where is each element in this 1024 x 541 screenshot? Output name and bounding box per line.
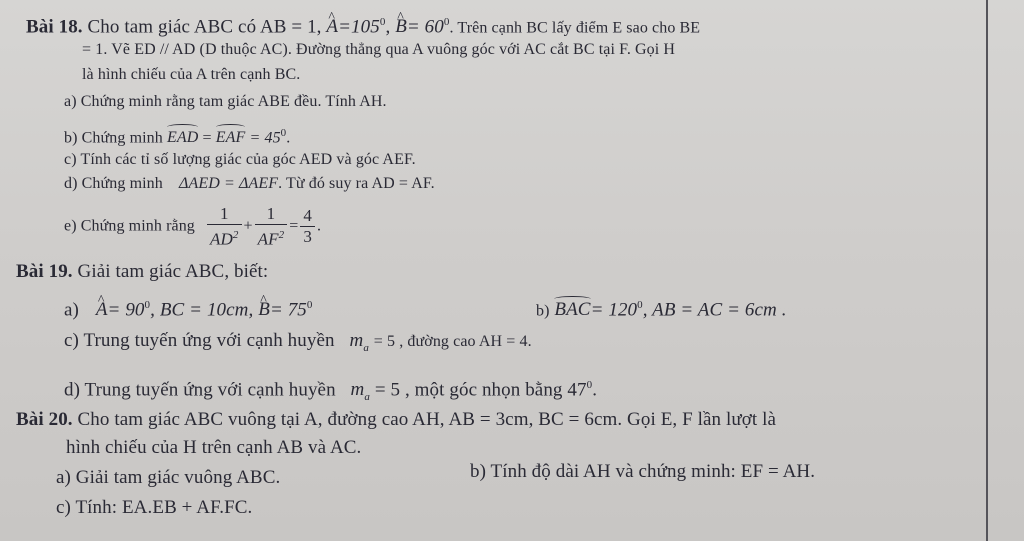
bai18-line1a: Cho tam giác ABC có AB = 1, <box>87 16 322 38</box>
bai18-part-c: c) Tính các tỉ số lượng giác của góc AED và góc AEF. <box>64 151 416 168</box>
fraction-1-over-af2 <box>255 204 288 250</box>
bai19-b-rest: , AB = AC = 6cm . <box>642 299 787 321</box>
bai18-line1 <box>26 11 700 39</box>
angle-a-symbol: ^ A <box>96 299 108 321</box>
bai19-a-prefix: a) <box>64 299 79 321</box>
bai18-part-b <box>64 122 290 149</box>
bai18-b-value: = 45 <box>249 129 281 147</box>
bai18-part-d <box>64 173 435 195</box>
fraction-numerator: 1 <box>207 204 241 225</box>
degree-sign: 0 <box>637 299 643 311</box>
bai18-line1e: . Trên cạnh BC lấy điểm E sao cho BE <box>449 19 701 37</box>
degree-sign: 0 <box>586 379 593 391</box>
bai19-part-a <box>64 294 313 321</box>
bai18-b-dot: . <box>286 129 291 147</box>
fraction-denominator: $AF^2$ <box>257 229 285 249</box>
degree-sign: 0 <box>379 16 386 28</box>
bai19-d-angle: 47 <box>567 379 587 401</box>
bai20-part-b: b) Tính độ dài AH và chứng minh: EF = AH. <box>470 461 816 482</box>
bai19-d-dot: . <box>592 379 598 401</box>
degree-sign: 0 <box>306 299 313 311</box>
bai19-c-rest: = 5 , đường cao AH = 4. <box>373 333 532 350</box>
bai19-part-c <box>64 330 532 359</box>
bai18-b-eq: = <box>202 129 212 147</box>
median-m: m <box>350 379 365 401</box>
fraction-denominator: $AD^2$ <box>210 229 239 249</box>
median-subscript: a <box>364 391 370 404</box>
bai20-line1 <box>16 409 776 431</box>
bai19-d-text: d) Trung tuyến ứng với cạnh huyền <box>64 379 336 401</box>
angle-eaf: EAF <box>216 124 246 149</box>
degree-sign: 0 <box>144 299 151 311</box>
fraction-numerator: 4 <box>300 206 315 227</box>
bai18-line2: = 1. Vẽ ED // AD (D thuộc AC). Đường thẳng qua A vuông góc với AC cắt BC tại F. Gọi H <box>82 41 676 58</box>
median-m: m <box>349 330 364 351</box>
bai18-title: Bài 18. <box>26 16 83 38</box>
bai18-comma: , <box>385 16 391 38</box>
angle-b-value: = 60 <box>406 16 444 38</box>
page-border-line <box>986 0 988 541</box>
bai19-heading <box>16 261 268 283</box>
bai18-d-prefix: d) Chứng minh <box>64 175 163 192</box>
bai18-part-e <box>64 204 321 250</box>
bai19-a-bc: , BC = 10cm, <box>150 299 254 321</box>
bai20-part-c: c) Tính: EA.EB + AF.FC. <box>56 497 253 518</box>
fraction-numerator: 1 <box>255 204 288 225</box>
bai19-c-text: c) Trung tuyến ứng với cạnh huyền <box>64 330 335 351</box>
bai19-a-angle: = 90 <box>107 299 145 321</box>
bai18-line3: là hình chiếu của A trên cạnh BC. <box>82 66 301 83</box>
degree-sign: 0 <box>443 16 450 28</box>
bai20-title: Bài 20. <box>16 409 73 430</box>
bai19-b-prefix: b) <box>536 302 550 320</box>
bai18-part-a: a) Chứng minh rằng tam giác ABE đều. Tính AH. <box>64 93 387 110</box>
bai18-d-end: . Từ đó suy ra AD = AF. <box>278 175 435 192</box>
bai19-part-d <box>64 374 597 408</box>
fraction-4-over-3 <box>300 206 315 247</box>
angle-a-symbol: ^ A <box>326 16 338 38</box>
degree-sign: 0 <box>280 127 287 139</box>
equals-sign: = <box>289 217 299 235</box>
bai20-line1-text: Cho tam giác ABC vuông tại A, đường cao AH, AB = 3cm, BC = 6cm. Gọi E, F lần lượt là <box>77 409 777 430</box>
bai19-part-b <box>536 294 787 322</box>
bai18-e-dot: . <box>316 217 322 235</box>
bai20-part-a: a) Giải tam giác vuông ABC. <box>56 467 281 488</box>
bai19-intro: Giải tam giác ABC, biết: <box>77 261 269 282</box>
bai18-e-prefix: e) Chứng minh rằng <box>64 217 195 235</box>
angle-b-symbol: ^ B <box>395 16 407 38</box>
angle-a-value: =105 <box>338 16 380 38</box>
bai18-d-math: ΔAED = ΔAEF <box>178 175 279 192</box>
median-subscript: a <box>363 341 369 354</box>
bai19-b-angle: = 120 <box>590 299 638 321</box>
bai18-b-prefix: b) Chứng minh <box>64 129 163 147</box>
bai20-line2: hình chiếu của H trên cạnh AB và AC. <box>66 437 362 458</box>
angle-bac: BAC <box>554 296 590 321</box>
fraction-denominator: 3 <box>303 227 312 247</box>
fraction-1-over-ad2 <box>207 204 241 250</box>
bai19-title: Bài 19. <box>16 261 73 282</box>
angle-ead: EAD <box>167 124 198 149</box>
angle-b-symbol: ^ B <box>258 299 270 321</box>
bai19-d-rest: = 5 , một góc nhọn bằng <box>374 379 563 401</box>
bai19-a-angle-b: = 75 <box>269 299 307 321</box>
plus-sign: + <box>243 217 253 235</box>
